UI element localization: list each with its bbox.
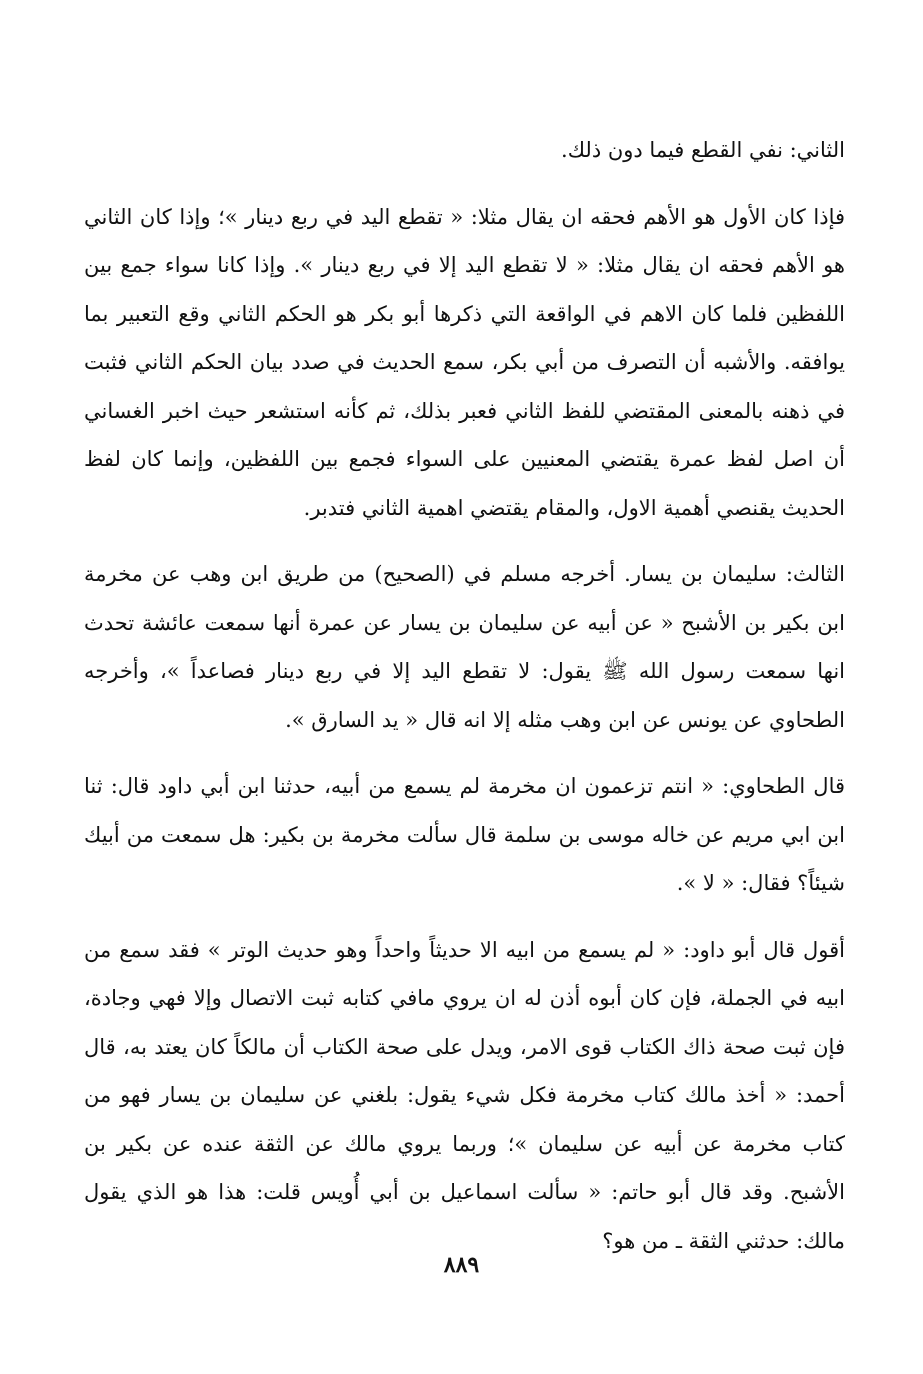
body-text — [84, 126, 845, 1265]
paragraph-second-point: الثاني: نفي القطع فيما دون ذلك. — [561, 138, 845, 162]
page-number: ٨٨٩ — [443, 1252, 480, 1278]
paragraph-importance: فإذا كان الأول هو الأهم فحقه ان يقال مثلا: « تقطع اليد في ربع دينار »؛ وإذا كان الثاني هو الأهم فحقه ان يقال مثلا: « لا تقطع اليد إلا في ربع دينار ». وإذا كانا سواء جمع بين اللفظين فلما كان الاهم في الواقعة التي ذكرها أبو بكر هو الحكم الثاني وقع التعبير بما يوافقه. والأشبه أن التصرف من أبي بكر، سمع الحديث في صدد بيان الحكم الثاني فثبت في ذهنه بالمعنى المقتضي للفظ الثاني فعبر بذلك، ثم كأنه استشعر حيث اخبر الغساني أن اصل لفظ عمرة يقتضي المعنيين على السواء فجمع بين اللفظين، وإنما كان لفظ الحديث يقنصي أهمية الاول، والمقام يقتضي اهمية الثاني فتدبر. — [84, 204, 845, 520]
paragraph-gap — [84, 744, 845, 762]
paragraph-tahawi: قال الطحاوي: « انتم تزعمون ان مخرمة لم يسمع من أبيه، حدثنا ابن أبي داود قال: ثنا ابن ابي مريم عن خاله موسى بن سلمة قال سألت مخرمة بن بكير: هل سمعت من أبيك شيئاً؟ فقال: « لا ». — [84, 774, 845, 895]
paragraph-gap — [84, 532, 845, 550]
paragraph-gap — [84, 175, 845, 193]
paragraph-abu-dawud: أقول قال أبو داود: « لم يسمع من ابيه الا حديثاً واحداً وهو حديث الوتر » فقد سمع من ابيه في الجملة، فإن كان أبوه أذن له ان يروي مافي كتابه ثبت الاتصال وإلا فهي وجادة، فإن ثبت صحة ذاك الكتاب قوى الامر، ويدل على صحة الكتاب أن مالكاً كان يعتد به، قال أحمد: « أخذ مالك كتاب مخرمة فكل شيء يقول: بلغني عن سليمان بن يسار فهو من كتاب مخرمة عن أبيه عن سليمان »؛ وربما يروي مالك عن الثقة عنده عن بكير بن الأشبح. وقد قال أبو حاتم: « سألت اسماعيل بن أبي أُويس قلت: هذا هو الذي يقول مالك: حدثني الثقة ـ من هو؟ — [84, 937, 845, 1253]
paragraph-gap — [84, 908, 845, 926]
paragraph-third-point: الثالث: سليمان بن يسار. أخرجه مسلم في (الصحيح) من طريق ابن وهب عن مخرمة ابن بكير بن الأشبح « عن أبيه عن سليمان بن يسار عن عمرة أنها سمعت عائشة تحدث انها سمعت رسول الله ﷺ يقول: لا تقطع اليد إلا في ربع دينار فصاعداً »، وأخرجه الطحاوي عن يونس عن ابن وهب مثله إلا انه قال « يد السارق ». — [84, 562, 845, 732]
